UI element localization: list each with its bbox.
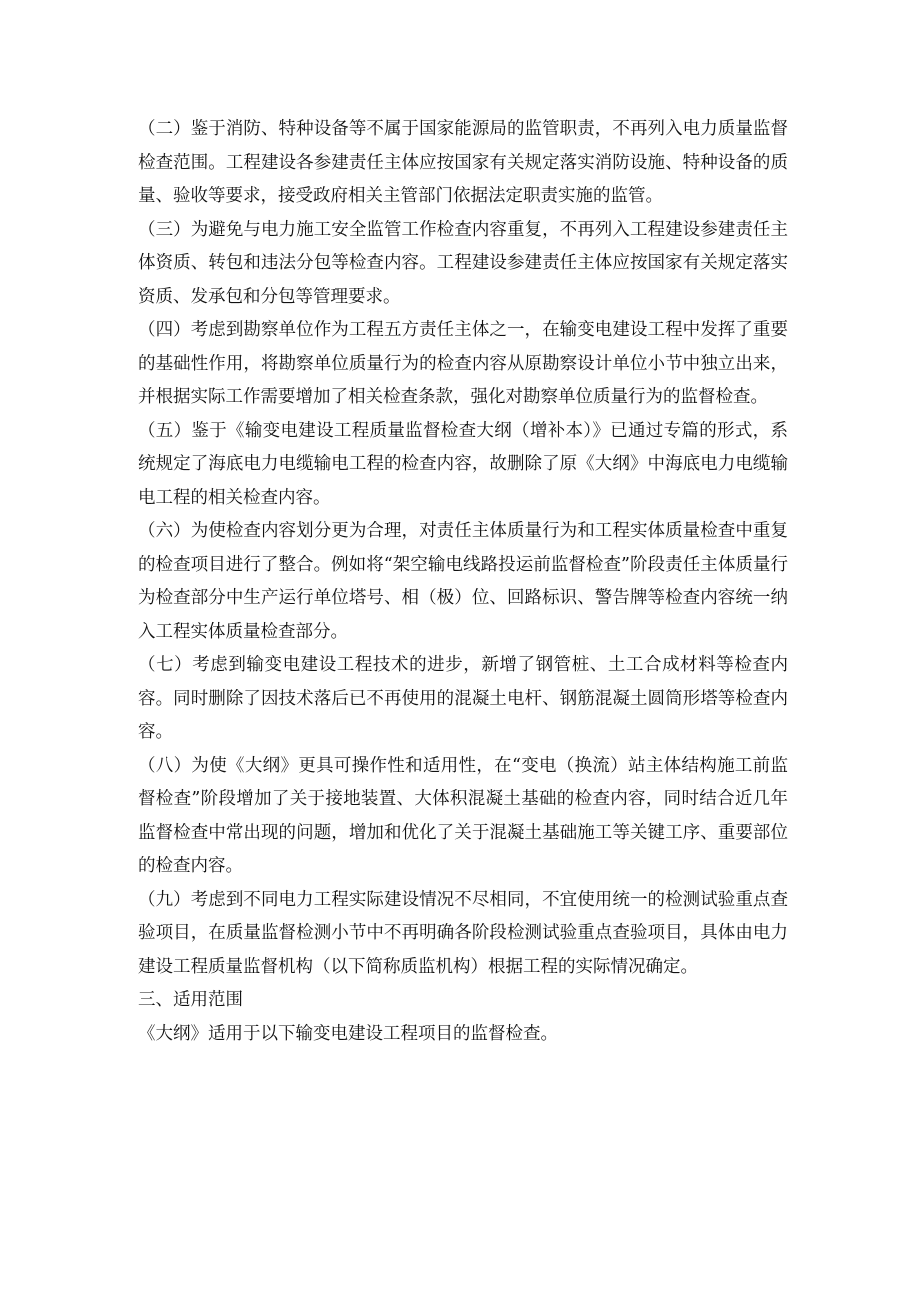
closing-paragraph: 《大纲》适用于以下输变电建设工程项目的监督检查。 xyxy=(138,1023,558,1044)
paragraph-item-2: （二）鉴于消防、特种设备等不属于国家能源局的监管职责，不再列入电力质量监督检查范围。工程建设各参建责任主体应按国家有关规定落实消防设施、特种设备的质量、验收等要求，接受政府相关主管部门依据法定职责实施的监管。 xyxy=(138,119,788,206)
paragraph-item-9: （九）考虑到不同电力工程实际建设情况不尽相同，不宜使用统一的检测试验重点查验项目，在质量监督检测小节中不再明确各阶段检测试验重点查验项目，具体由电力建设工程质量监督机构（以下简称质监机构）根据工程的实际情况确定。 xyxy=(138,889,788,977)
paragraph-item-6: （六）为使检查内容划分更为合理，对责任主体质量行为和工程实体质量检查中重复的检查项目进行了整合。例如将“架空输电线路投运前监督检查”阶段责任主体质量行为检查部分中生产运行单位塔号、相（极）位、回路标识、警告牌等检查内容统一纳入工程实体质量检查部分。 xyxy=(138,521,788,642)
paragraph-item-3: （三）为避免与电力施工安全监管工作检查内容重复，不再列入工程建设参建责任主体资质、转包和违法分包等检查内容。工程建设参建责任主体应按国家有关规定落实资质、发承包和分包等管理要求。 xyxy=(138,219,788,307)
paragraph-item-7: （七）考虑到输变电建设工程技术的进步，新增了钢管桩、土工合成材料等检查内容。同时删除了因技术落后已不再使用的混凝土电杆、钢筋混凝土圆筒形塔等检查内容。 xyxy=(138,655,788,742)
paragraph-item-4: （四）考虑到勘察单位作为工程五方责任主体之一，在输变电建设工程中发挥了重要的基础性作用，将勘察单位质量行为的检查内容从原勘察设计单位小节中独立出来，并根据实际工作需要增加了相关检查条款，强化对勘察单位质量行为的监督检查。 xyxy=(138,320,788,407)
paragraph-item-8: （八）为使《大纲》更具可操作性和适用性，在“变电（换流）站主体结构施工前监督检查”阶段增加了关于接地装置、大体积混凝土基础的检查内容，同时结合近几年监督检查中常出现的问题，增加和优化了关于混凝土基础施工等关键工序、重要部位的检查内容。 xyxy=(138,755,788,876)
paragraph-item-5: （五）鉴于《输变电建设工程质量监督检查大纲（增补本）》已通过专篇的形式，系统规定了海底电力电缆输电工程的检查内容，故删除了原《大纲》中海底电力电缆输电工程的相关检查内容。 xyxy=(138,420,788,508)
document-body xyxy=(138,113,788,1051)
section-heading: 三、适用范围 xyxy=(138,990,243,1010)
